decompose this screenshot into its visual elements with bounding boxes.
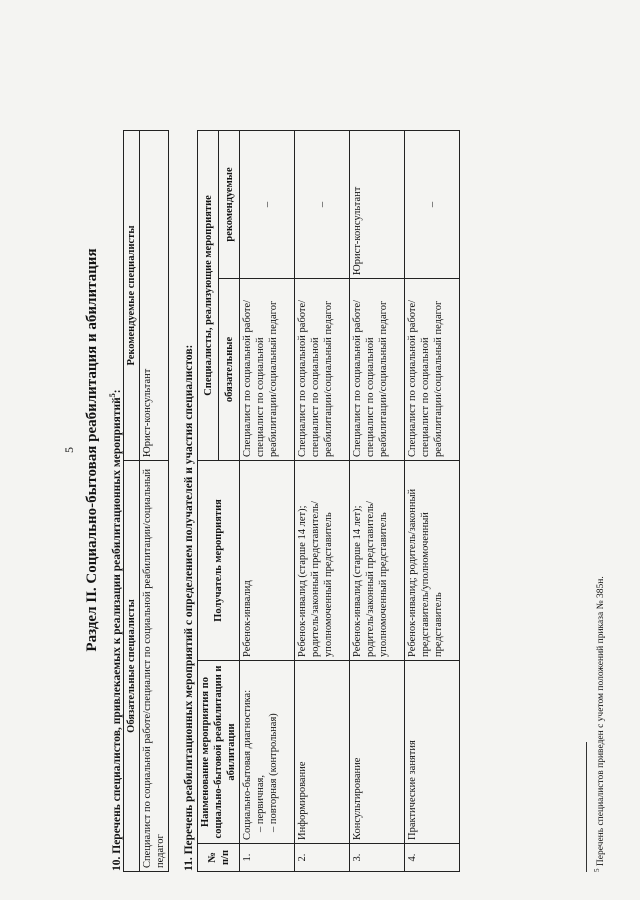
measure-name: Социально-бытовая диагностика: [242, 689, 253, 840]
recipient-cell: Ребенок-инвалид (старше 14 лет); родитель/законный представитель/уполномоченный представитель [350, 461, 405, 661]
list-item: – первичная, [255, 775, 266, 832]
header-specialists: Специалисты, реализующие мероприятие [198, 131, 219, 461]
header-mandatory: обязательные [219, 279, 240, 461]
table-row [240, 131, 295, 872]
mandatory-specialists-cell: Специалист по социальной работе/специалист по социальной реабилитации/социальный педагог [140, 461, 169, 872]
table-row [140, 131, 169, 872]
section-title: Раздел II. Социально-бытовая реабилитация и абилитация [84, 248, 100, 652]
recipient-cell: Ребенок-инвалид; родитель/законный представитель/уполномоченный представитель [405, 461, 460, 661]
mandatory-cell: Специалист по социальной работе/специалист по социальной реабилитации/социальный педагог [295, 279, 350, 461]
mandatory-cell: Специалист по социальной работе/специалист по социальной реабилитации/социальный педагог [350, 279, 405, 461]
measure-sub-list [254, 664, 280, 840]
mandatory-cell: Специалист по социальной работе/специалист по социальной реабилитации/социальный педагог [240, 279, 295, 461]
measures-table [197, 130, 460, 872]
row-number: 2. [295, 844, 350, 872]
measure-name-cell: Консультирование [350, 661, 405, 844]
row-number: 1. [240, 844, 295, 872]
recommended-cell: – [405, 131, 460, 279]
recipient-cell: Ребенок-инвалид (старше 14 лет); родитель/законный представитель/уполномоченный представитель [295, 461, 350, 661]
recommended-specialists-cell: Юрист-консультант [140, 131, 169, 461]
table-row [405, 131, 460, 872]
footnote-divider [586, 742, 587, 872]
table-header-row [124, 131, 140, 872]
header-mandatory-specialists: Обязательные специалисты [124, 461, 140, 872]
header-measure-name: Наименование мероприятия по социально-бытовой реабилитации и абилитации [198, 661, 240, 844]
footnote-mark: 5 [593, 868, 601, 872]
specialists-table [123, 130, 169, 872]
measure-name-cell [240, 661, 295, 844]
recommended-cell: Юрист-консультант [350, 131, 405, 279]
recipient-cell: Ребенок-инвалид [240, 461, 295, 661]
mandatory-cell: Специалист по социальной работе/специалист по социальной реабилитации/социальный педагог [405, 279, 460, 461]
page-number: 5 [62, 447, 76, 453]
header-number: № п/п [198, 844, 240, 872]
measure-name-cell: Информирование [295, 661, 350, 844]
row-number: 4. [405, 844, 460, 872]
specialists-heading-text: 10. Перечень специалистов, привлекаемых к реализации реабилитационных мероприятий [110, 397, 123, 871]
specialists-heading-suffix: : [110, 389, 123, 394]
header-recipient: Получатель мероприятия [198, 461, 240, 661]
list-item: – повторная (контрольная) [268, 713, 279, 832]
specialists-heading [108, 389, 123, 871]
measures-heading: 11. Перечень реабилитационных мероприятий с определением получателей и участия специалистов: [183, 344, 195, 871]
table-row [295, 131, 350, 872]
footnote [593, 576, 606, 872]
recommended-cell: – [240, 131, 295, 279]
table-header-row [198, 131, 219, 872]
table-row [350, 131, 405, 872]
footnote-reference: 5 [108, 393, 117, 398]
header-recommended-specialists: Рекомендуемые специалисты [124, 131, 140, 461]
header-recommended: рекомендуемые [219, 131, 240, 279]
footnote-text: Перечень специалистов приведен с учетом положений приказа № 385н. [596, 576, 607, 869]
measure-name-cell: Практические занятия [405, 661, 460, 844]
row-number: 3. [350, 844, 405, 872]
recommended-cell: – [295, 131, 350, 279]
